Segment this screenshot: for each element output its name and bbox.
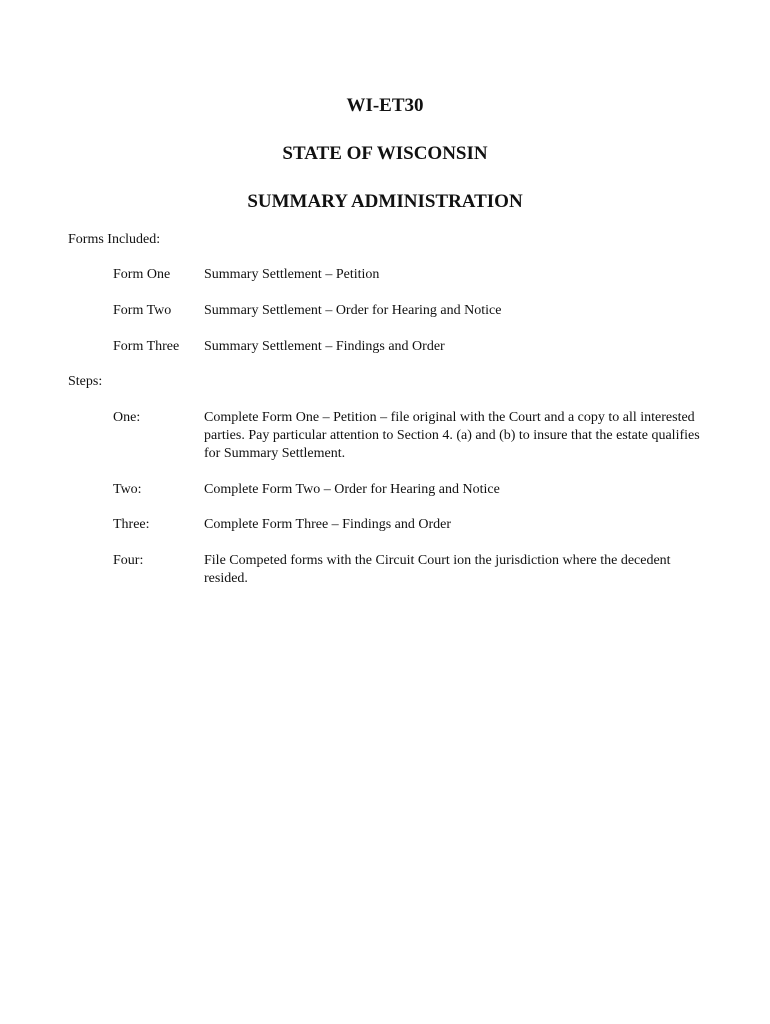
step-text: Complete Form Two – Order for Hearing and Notice (204, 482, 500, 497)
step-text: Complete Form One – Petition – file original with the Court and a copy to all interested parties. Pay particular attention to Section 4. (a) and (b) to insure that the estate qualifies for Summary Settlement. (204, 410, 700, 461)
step-number: Four: (113, 553, 144, 568)
state-heading: STATE OF WISCONSIN (282, 143, 488, 164)
steps-label: Steps: (68, 374, 103, 389)
form-name: Form One (113, 267, 171, 282)
step-text: Complete Form Three – Findings and Order (204, 517, 452, 532)
form-description: Summary Settlement – Petition (204, 267, 380, 282)
form-name: Form Three (113, 339, 180, 354)
step-number: Three: (113, 517, 150, 532)
form-name: Form Two (113, 303, 172, 318)
form-description: Summary Settlement – Order for Hearing and Notice (204, 303, 502, 318)
step-text: File Competed forms with the Circuit Court ion the jurisdiction where the decedent resided. (204, 553, 671, 586)
form-code-heading: WI-ET30 (346, 95, 424, 116)
form-description: Summary Settlement – Findings and Order (204, 339, 445, 354)
forms-included-label: Forms Included: (68, 232, 161, 247)
step-number: Two: (113, 482, 142, 497)
document-title: SUMMARY ADMINISTRATION (247, 191, 523, 212)
step-number: One: (113, 410, 141, 425)
